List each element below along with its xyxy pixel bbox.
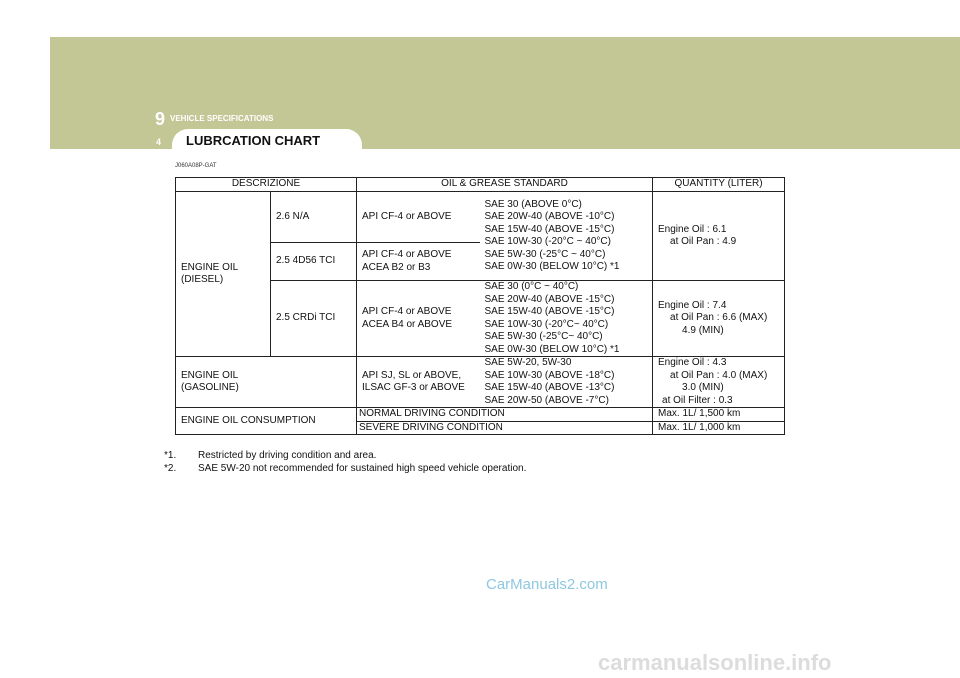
variant-api <box>357 192 480 243</box>
variant-api <box>357 243 480 281</box>
table-row <box>176 408 785 422</box>
sae-line: SAE 5W-20, 5W-30 <box>484 357 572 368</box>
sae-line: SAE 0W-30 (BELOW 10°C) *1 <box>484 261 620 272</box>
sae-line: SAE 5W-30 (-25°C ~ 40°C) <box>484 248 606 260</box>
qty-line: at Oil Pan : 4.9 <box>670 236 737 247</box>
sae-cell <box>480 357 653 408</box>
lubrication-table <box>175 177 785 435</box>
sae-line: SAE 0W-30 (BELOW 10°C) *1 <box>484 343 620 355</box>
quantity-normal: Max. 1L/ 1,500 km <box>653 408 785 422</box>
watermark-carmanualsonline: carmanualsonline.info <box>598 650 832 675</box>
gasoline-api <box>357 357 480 408</box>
sae-line: SAE 5W-30 (-25°C~ 40°C) <box>484 331 603 342</box>
sae-line: SAE 30 (ABOVE 0°C) <box>484 198 582 210</box>
page-number: 4 <box>156 137 162 147</box>
sae-line: SAE 10W-30 (-20°C ~ 40°C) <box>484 236 611 247</box>
api-line: API SJ, SL or ABOVE, <box>362 369 462 381</box>
variant-name: 2.5 CRDi TCI <box>271 281 357 357</box>
header-description: DESCRIZIONE <box>176 178 357 192</box>
sae-line: SAE 20W-40 (ABOVE -10°C) <box>484 211 615 222</box>
sae-cell <box>480 281 653 357</box>
sae-line: SAE 15W-40 (ABOVE -15°C) <box>484 306 615 317</box>
qty-line: at Oil Pan : 4.0 (MAX) <box>670 369 768 381</box>
condition-severe: SEVERE DRIVING CONDITION <box>357 421 653 435</box>
watermark-carmanuals2: CarManuals2.com <box>486 576 608 593</box>
variant-name: 2.5 4D56 TCI <box>271 243 357 281</box>
reference-code: J060A08P-GAT <box>175 163 217 169</box>
footnotes <box>164 450 526 475</box>
footnote-text: SAE 5W-20 not recommended for sustained high speed vehicle operation. <box>198 462 527 474</box>
qty-line: Engine Oil : 7.4 <box>658 299 727 311</box>
qty-line: at Oil Pan : 6.6 (MAX) <box>670 312 768 324</box>
qty-line: 3.0 (MIN) <box>682 382 724 393</box>
table-row <box>176 192 785 243</box>
api-line: API CF-4 or ABOVE <box>362 306 452 317</box>
gasoline-label-line: ENGINE OIL <box>181 369 239 381</box>
header-standard: OIL & GREASE STANDARD <box>357 178 653 192</box>
quantity-cell <box>653 192 785 281</box>
quantity-cell <box>653 357 785 408</box>
page-title: LUBRCATION CHART <box>186 133 321 148</box>
diesel-label-line: (DIESEL) <box>181 274 224 285</box>
qty-line: at Oil Filter : 0.3 <box>662 394 733 406</box>
sae-line: SAE 10W-30 (ABOVE -18°C) <box>484 369 615 381</box>
sae-line: SAE 20W-40 (ABOVE -15°C) <box>484 293 615 305</box>
api-line: API CF-4 or ABOVE <box>362 249 452 260</box>
sae-line: SAE 20W-50 (ABOVE -7°C) <box>484 394 609 406</box>
variant-api <box>357 281 480 357</box>
api-line: ACEA B4 or ABOVE <box>362 318 453 330</box>
sae-line: SAE 15W-40 (ABOVE -13°C) <box>484 382 615 393</box>
quantity-cell <box>653 281 785 357</box>
qty-line: Engine Oil : 4.3 <box>658 357 727 368</box>
chapter-number: 9 <box>155 109 166 129</box>
gasoline-label-line: (GASOLINE) <box>181 382 239 393</box>
table-row <box>176 357 785 408</box>
qty-line: Engine Oil : 6.1 <box>658 223 727 235</box>
footnote-mark: *2. <box>164 462 177 474</box>
variant-name: 2.6 N/A <box>271 192 357 243</box>
diesel-label-line: ENGINE OIL <box>181 261 239 273</box>
qty-line: 4.9 (MIN) <box>682 324 724 336</box>
diesel-label-cell <box>176 192 271 357</box>
quantity-severe: Max. 1L/ 1,000 km <box>653 421 785 435</box>
consumption-label: ENGINE OIL CONSUMPTION <box>176 408 357 435</box>
sae-line: SAE 15W-40 (ABOVE -15°C) <box>484 223 615 235</box>
footnote-text: Restricted by driving condition and area. <box>198 450 377 461</box>
condition-normal: NORMAL DRIVING CONDITION <box>357 408 653 422</box>
gasoline-label-cell <box>176 357 357 408</box>
footnote <box>164 463 526 476</box>
sae-line: SAE 30 (0°C ~ 40°C) <box>484 281 579 292</box>
section-name: VEHICLE SPECIFICATIONS <box>170 114 274 123</box>
sae-line: SAE 10W-30 (-20°C~ 40°C) <box>484 318 609 330</box>
footnote <box>164 450 526 463</box>
header-quantity: QUANTITY (LITER) <box>653 178 785 192</box>
api-line: API CF-4 or ABOVE <box>362 210 452 222</box>
sae-cell <box>480 192 653 281</box>
api-line: ILSAC GF-3 or ABOVE <box>362 382 465 393</box>
footnote-mark: *1. <box>164 450 177 461</box>
table-header-row <box>176 178 785 192</box>
api-line: ACEA B2 or B3 <box>362 261 431 273</box>
